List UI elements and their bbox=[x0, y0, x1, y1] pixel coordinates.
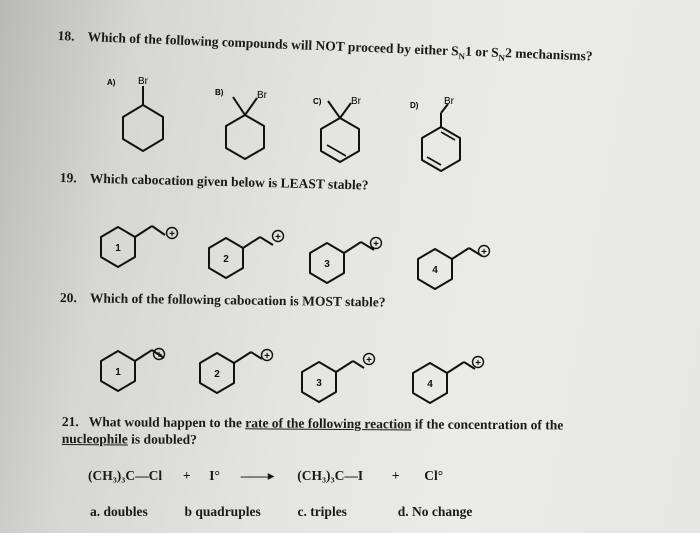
q19-option-1-structure[interactable] bbox=[101, 226, 178, 267]
q19-option-2-structure[interactable] bbox=[209, 231, 284, 279]
q18-option-b-br: Br bbox=[257, 90, 267, 101]
q19-option-4-structure[interactable] bbox=[418, 246, 490, 290]
q19-option-3-label: 3 bbox=[324, 259, 330, 270]
q18-option-a-structure[interactable] bbox=[123, 86, 163, 151]
q19-option-4-label: 4 bbox=[432, 265, 438, 276]
question-21-text-end: is doubled? bbox=[127, 431, 197, 447]
plus-sign-2: + bbox=[391, 468, 400, 483]
q20-option-4-label: 4 bbox=[427, 379, 433, 390]
q19-option-2-label: 2 bbox=[223, 254, 229, 265]
leaving-group: Cl° bbox=[424, 468, 444, 483]
question-19-text: Which cabocation given below is LEAST stable? bbox=[89, 170, 369, 193]
plus-sign: + bbox=[182, 468, 191, 483]
q19-option-3-structure[interactable] bbox=[310, 238, 382, 284]
q20-option-3-label: 3 bbox=[316, 378, 322, 389]
q18-option-c-br: Br bbox=[351, 96, 361, 107]
q20-option-1-structure[interactable] bbox=[101, 349, 165, 392]
q18-option-c-label: C) bbox=[313, 97, 322, 106]
question-20-text: Which of the following cabocation is MOST stable? bbox=[89, 290, 386, 310]
q18-option-d-structure[interactable] bbox=[422, 104, 460, 171]
question-19-number: 19. bbox=[59, 170, 77, 186]
answer-a[interactable]: a. doubles bbox=[90, 504, 148, 519]
question-21-underlined-rate: rate of the following reaction bbox=[245, 415, 412, 432]
reaction-arrow: ——▸ bbox=[240, 468, 275, 483]
question-21-text-start: What would happen to the bbox=[88, 414, 246, 431]
question-18-text-mid: 1 or S bbox=[464, 43, 500, 60]
q20-1-charge: + bbox=[156, 350, 162, 361]
answer-c[interactable]: c. triples bbox=[297, 504, 347, 519]
q19-3-charge: + bbox=[373, 239, 379, 250]
q20-4-charge: + bbox=[475, 358, 481, 369]
question-18-number: 18. bbox=[57, 28, 75, 44]
answer-d[interactable]: d. No change bbox=[397, 504, 473, 519]
q19-4-charge: + bbox=[481, 247, 487, 258]
q18-option-a-br: Br bbox=[138, 76, 148, 87]
question-21-text-mid: if the concentration of the bbox=[411, 416, 564, 433]
question-21-underlined-nucleophile: nucleophile bbox=[61, 430, 128, 447]
q20-option-3-structure[interactable] bbox=[302, 354, 375, 403]
q18-option-d-label: D) bbox=[410, 101, 419, 110]
q20-2-charge: + bbox=[264, 351, 270, 362]
q18-option-b-label: B) bbox=[215, 88, 224, 97]
sn2-subscript: N bbox=[498, 52, 506, 63]
q20-3-charge: + bbox=[366, 355, 372, 366]
product: (CH₃)₃C—I bbox=[297, 468, 364, 483]
q18-option-d-br: Br bbox=[444, 96, 454, 107]
q20-option-4-structure[interactable] bbox=[413, 357, 484, 404]
q20-option-2-structure[interactable] bbox=[200, 350, 273, 394]
nucleophile: I° bbox=[209, 468, 220, 483]
question-18-text: Which of the following compounds will NOT proceed by either S bbox=[87, 29, 460, 59]
question-20-number: 20. bbox=[59, 290, 77, 306]
reactant: (CH₃)₃C—Cl bbox=[88, 468, 163, 483]
q19-option-1-label: 1 bbox=[115, 243, 121, 254]
q18-option-b-structure[interactable] bbox=[226, 97, 264, 159]
question-18-text-end: 2 mechanisms? bbox=[504, 45, 593, 64]
q20-option-2-label: 2 bbox=[214, 369, 220, 380]
q18-option-c-structure[interactable] bbox=[321, 101, 359, 162]
q18-option-a-label: A) bbox=[107, 78, 116, 87]
question-21-number: 21. bbox=[61, 413, 79, 430]
q19-1-charge: + bbox=[169, 229, 175, 240]
q20-option-1-label: 1 bbox=[115, 367, 121, 378]
q19-2-charge: + bbox=[275, 232, 281, 243]
answer-b[interactable]: b quadruples bbox=[184, 504, 261, 519]
sn1-subscript: N bbox=[458, 51, 466, 62]
